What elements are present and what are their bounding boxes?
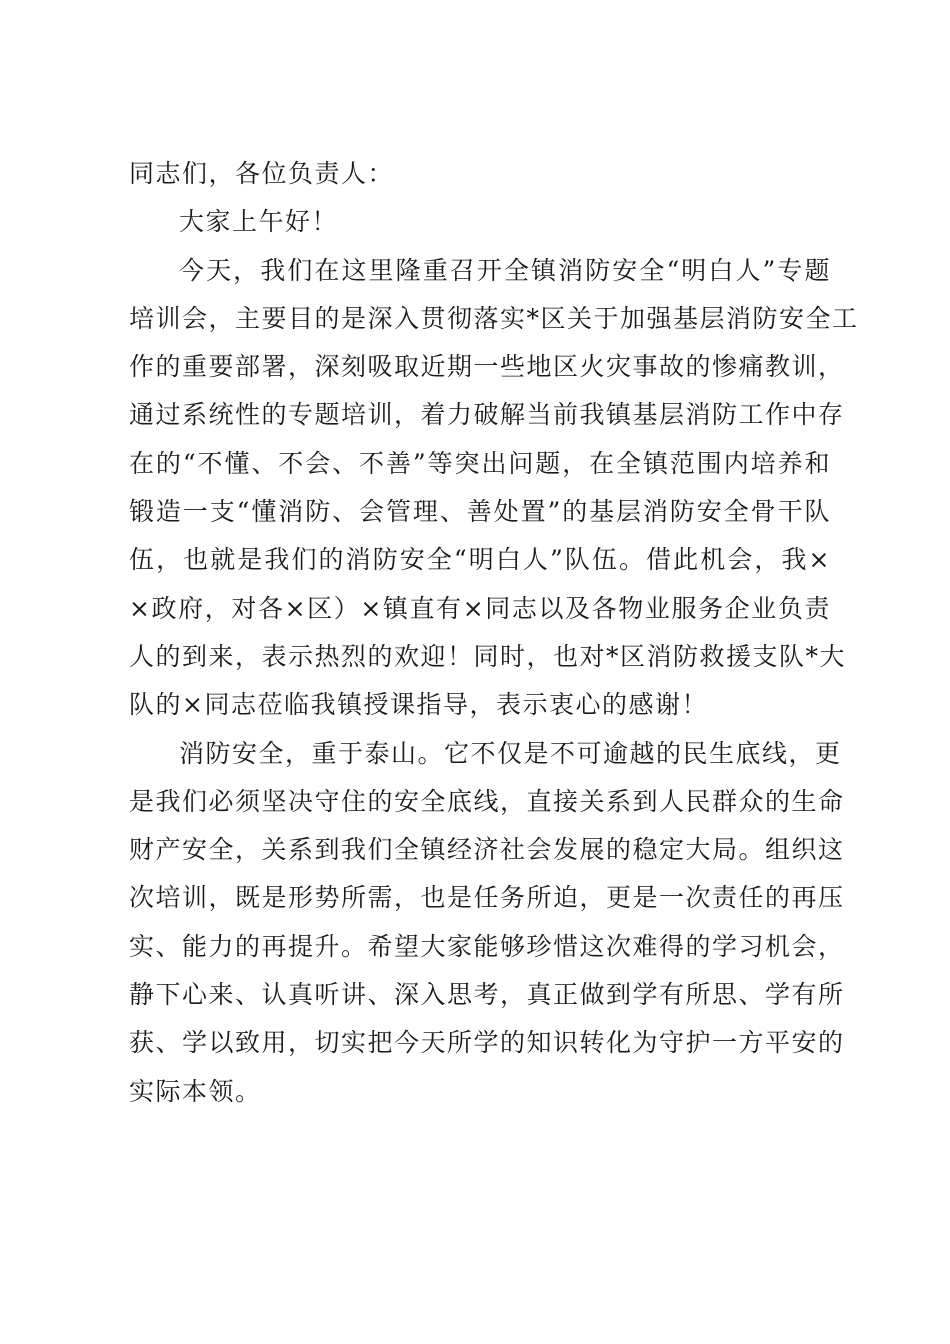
- paragraph-line: 人的到来，表示热烈的欢迎！同时，也对*区消防救援支队*大: [129, 641, 847, 671]
- paragraph-line: 今天，我们在这里隆重召开全镇消防安全“明白人”专题: [179, 255, 831, 285]
- paragraph-1: [129, 247, 859, 730]
- salutation: 同志们，各位负责人：: [129, 159, 395, 188]
- paragraph-line: 静下心来、认真听讲、深入思考，真正做到学有所思、学有所: [129, 980, 845, 1010]
- paragraph-line: 锻造一支“懂消防、会管理、善处置”的基层消防安全骨干队: [129, 497, 831, 527]
- paragraph-line: 培训会，主要目的是深入贯彻落实*区关于加强基层消防安全工: [129, 303, 859, 333]
- greeting: 大家上午好！: [179, 207, 339, 237]
- paragraph-line: 财产安全，关系到我们全镇经济社会发展的稳定大局。组织这: [129, 835, 845, 865]
- paragraph-2: [129, 730, 845, 1116]
- paragraph-line: 通过系统性的专题培训，着力破解当前我镇基层消防工作中存: [129, 400, 845, 430]
- document-body: [129, 150, 859, 1116]
- paragraph-line: 次培训，既是形势所需，也是任务所迫，更是一次责任的再压: [129, 883, 845, 913]
- paragraph-line: 获、学以致用，切实把今天所学的知识转化为守护一方平安的: [129, 1028, 845, 1058]
- paragraph-line: 实、能力的再提升。希望大家能够珍惜这次难得的学习机会，: [129, 931, 845, 961]
- paragraph-line: 队的×同志莅临我镇授课指导，表示衷心的感谢！: [129, 690, 708, 720]
- paragraph-line: 在的“不懂、不会、不善”等突出问题，在全镇范围内培养和: [129, 448, 831, 478]
- paragraph-line: 作的重要部署，深刻吸取近期一些地区火灾事故的惨痛教训，: [129, 352, 845, 382]
- paragraph-line: 伍，也就是我们的消防安全“明白人”队伍。借此机会，我×: [129, 545, 831, 575]
- paragraph-line: ×政府，对各×区）×镇直有×同志以及各物业服务企业负责: [129, 593, 831, 623]
- paragraph-line: 实际本领。: [129, 1076, 262, 1106]
- paragraph-line: 消防安全，重于泰山。它不仅是不可逾越的民生底线，更: [179, 738, 842, 768]
- paragraph-line: 是我们必须坚决守住的安全底线，直接关系到人民群众的生命: [129, 786, 845, 816]
